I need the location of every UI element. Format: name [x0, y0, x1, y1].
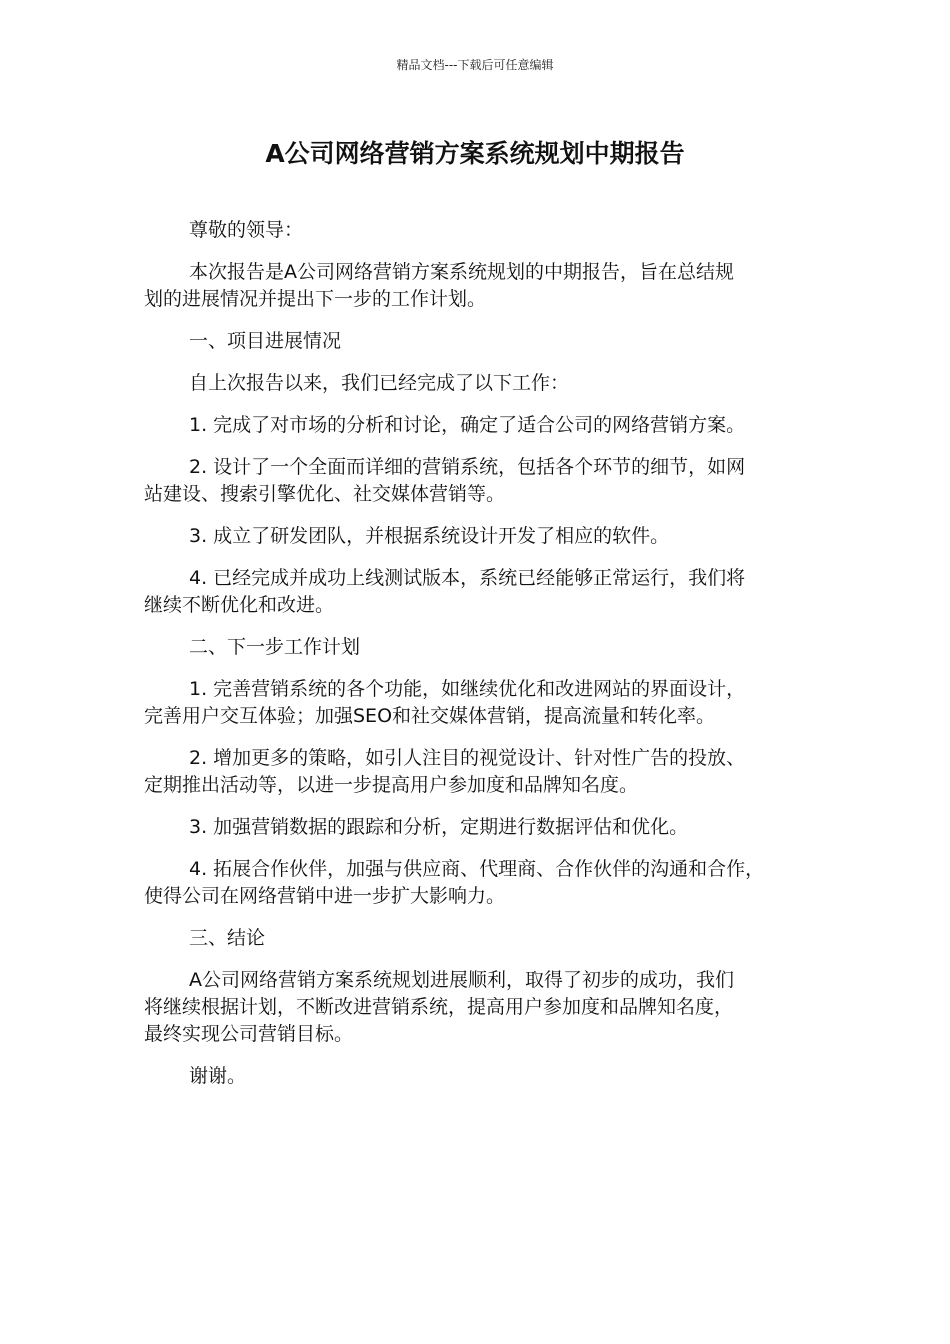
document-body — [144, 217, 808, 1105]
progress-item-3: 3. 成立了研发团队，并根据系统设计开发了相应的软件。 — [189, 525, 670, 547]
plan-item-4: 4. 拓展合作伙伴，加强与供应商、代理商、合作伙伴的沟通和合作， 使得公司在网络营销中进一步扩大影响力。 — [144, 858, 765, 907]
conclusion-paragraph: A公司网络营销方案系统规划进展顺利，取得了初步的成功，我们 将继续根据计划，不断改进营销系统，提高用户参加度和品牌知名度， 最终实现公司营销目标。 — [144, 969, 734, 1045]
section-heading-progress: 一、项目进展情况 — [189, 330, 342, 352]
progress-item-4: 4. 已经完成并成功上线测试版本，系统已经能够正常运行，我们将 继续不断优化和改进。 — [144, 567, 746, 616]
plan-item-1: 1. 完善营销系统的各个功能，如继续优化和改进网站的界面设计， 完善用户交互体验；加强SEO和社交媒体营销，提高流量和转化率。 — [144, 678, 746, 727]
document-title: A公司网络营销方案系统规划中期报告 — [265, 139, 685, 168]
plan-item-3: 3. 加强营销数据的跟踪和分析，定期进行数据评估和优化。 — [189, 816, 689, 838]
progress-item-1: 1. 完成了对市场的分析和讨论，确定了适合公司的网络营销方案。 — [189, 414, 746, 436]
page-header: 精品文档---下载后可任意编辑 — [396, 58, 554, 72]
section-heading-conclusion: 三、结论 — [189, 927, 266, 949]
section-heading-plan: 二、下一步工作计划 — [189, 636, 361, 658]
plan-item-2: 2. 增加更多的策略，如引人注目的视觉设计、针对性广告的投放、 定期推出活动等，以进一步提高用户参加度和品牌知名度。 — [144, 747, 746, 796]
intro-paragraph: 本次报告是A公司网络营销方案系统规划的中期报告，旨在总结规 划的进展情况并提出下一步的工作计划。 — [144, 261, 734, 310]
closing: 谢谢。 — [189, 1065, 247, 1087]
progress-item-2: 2. 设计了一个全面而详细的营销系统，包括各个环节的细节，如网 站建设、搜索引擎优化、社交媒体营销等。 — [144, 456, 746, 505]
progress-intro: 自上次报告以来，我们已经完成了以下工作： — [189, 372, 570, 394]
salutation: 尊敬的领导： — [189, 219, 304, 241]
